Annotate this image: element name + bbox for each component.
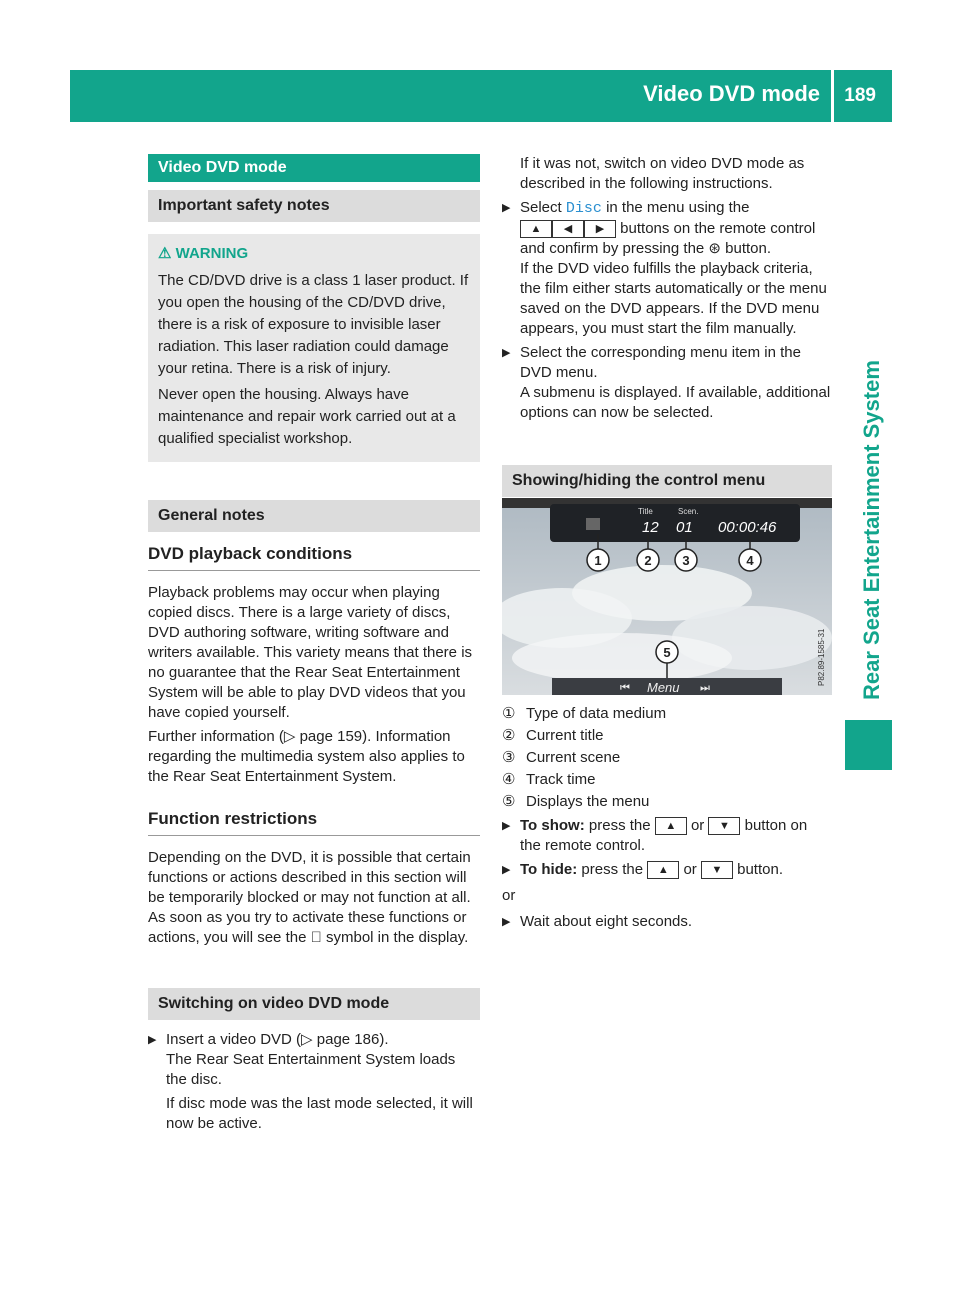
step-text-post: in the menu using the — [606, 199, 750, 216]
title-label: Title — [638, 507, 653, 516]
left-key: ◀ — [552, 220, 584, 238]
legend-text: Current title — [526, 727, 604, 744]
callout-4: 4 — [746, 553, 754, 568]
title-value: 12 — [642, 519, 659, 536]
hide-text-2: button. — [737, 861, 783, 878]
header-title: Video DVD mode — [643, 81, 820, 106]
wait-text: Wait about eight seconds. — [520, 913, 693, 930]
up-key: ▲ — [647, 861, 679, 879]
side-tab-marker — [845, 720, 892, 770]
down-key: ▼ — [701, 861, 733, 879]
callout-3: 3 — [682, 553, 690, 568]
down-key: ▼ — [708, 817, 740, 835]
header-divider — [831, 70, 834, 122]
hide-label: To hide: — [520, 861, 578, 878]
legend-number: ⑤ — [502, 793, 516, 810]
legend-number: ④ — [502, 771, 516, 788]
warning-label: WARNING — [175, 245, 249, 262]
show-text-1: press the — [588, 817, 651, 834]
show-step — [502, 816, 832, 856]
select-menu-result: A submenu is displayed. If available, additional options can now be selected. — [520, 384, 831, 421]
warning-advice: Never open the housing. Always have maintenance and repair work carried out at a qualified specialist workshop. — [158, 386, 456, 447]
legend-number: ③ — [502, 749, 516, 766]
legend-item — [502, 704, 832, 724]
arrow-icon: ▶ — [148, 1034, 157, 1046]
hide-or: or — [683, 861, 697, 878]
dvd-playback-title: DVD playback conditions — [148, 544, 480, 571]
dvd-playback-info: Further information (▷ page 159). Information regarding the multimedia system also applies to the Rear Seat Entertainment System. — [148, 728, 465, 785]
scene-value: 01 — [676, 519, 693, 536]
or-text: or — [502, 887, 516, 904]
left-column — [148, 154, 480, 1134]
wait-step — [502, 912, 832, 932]
legend-text: Displays the menu — [526, 793, 650, 810]
legend-number: ② — [502, 727, 516, 744]
time-value: 00:00:46 — [718, 519, 777, 536]
step-result: If the DVD video fulfills the playback criteria, the film either starts automatically or the menu saved on the DVD appears. If the DVD menu appears, you must start the film manually. — [520, 260, 827, 337]
legend-list — [502, 704, 832, 812]
image-code: P82.89-1585-31 — [817, 628, 826, 686]
arrow-icon: ▶ — [502, 916, 511, 928]
legend-item — [502, 748, 832, 768]
function-restrictions-title: Function restrictions — [148, 809, 480, 836]
show-or: or — [690, 817, 705, 834]
warning-triangle-icon: ⚠ — [158, 245, 176, 262]
legend-item — [502, 726, 832, 746]
control-menu-title: Showing/hiding the control menu — [502, 465, 832, 497]
next-icon: ⏭ — [700, 682, 710, 694]
legend-item — [502, 770, 832, 790]
warning-heading — [158, 244, 472, 264]
show-text-2: button on the remote control. — [520, 817, 808, 854]
intro-text: If it was not, switch on video DVD mode as described in the following instructions. — [520, 155, 805, 192]
arrow-icon: ▶ — [502, 864, 511, 876]
step-text-pre: Select — [520, 199, 562, 216]
dvd-playback-text: Playback problems may occur when playing copied discs. There is a large variety of discs, DVD authoring software, writing software and writers available. This variety means that there is no guarantee that the Rear Seat Entertainment System will be able to play DVD videos that you have copied yourself. — [148, 584, 473, 721]
menu-label: Menu — [647, 680, 680, 695]
legend-item — [502, 792, 832, 812]
up-key: ▲ — [520, 220, 552, 238]
legend-section — [502, 704, 832, 932]
right-key: ▶ — [584, 220, 616, 238]
select-menu-step — [502, 343, 832, 423]
switching-step-result: The Rear Seat Entertainment System loads the disc. — [166, 1051, 456, 1088]
select-disc-step — [502, 198, 832, 339]
switching-step-text: Insert a video DVD (▷ page 186). — [166, 1031, 389, 1048]
arrow-icon: ▶ — [502, 820, 511, 832]
scene-label: Scen. — [678, 507, 699, 516]
arrow-icon: ▶ — [502, 347, 511, 359]
warning-box — [148, 234, 480, 462]
safety-title: Important safety notes — [148, 190, 480, 222]
switching-title: Switching on video DVD mode — [148, 988, 480, 1020]
dvd-screen-illustration — [502, 498, 832, 695]
legend-number: ① — [502, 705, 516, 722]
switching-step — [148, 1030, 480, 1134]
prev-icon: ⏮ — [620, 682, 630, 694]
switching-step-note: If disc mode was the last mode selected, it will now be active. — [166, 1095, 473, 1132]
section-title: Video DVD mode — [148, 154, 480, 182]
arrow-icon: ▶ — [502, 202, 511, 214]
side-tab-label: Rear Seat Entertainment System — [859, 360, 884, 700]
legend-text: Track time — [526, 771, 596, 788]
up-key: ▲ — [655, 817, 687, 835]
step-text-rest: buttons on the remote control and confirm by pressing the ⊛ button. — [520, 220, 816, 257]
show-label: To show: — [520, 817, 585, 834]
legend-text: Current scene — [526, 749, 621, 766]
callout-1: 1 — [594, 553, 602, 568]
general-notes-title: General notes — [148, 500, 480, 532]
hide-text-1: press the — [581, 861, 644, 878]
disc-menu-item: Disc — [565, 200, 602, 217]
header-bar — [70, 70, 892, 122]
page-number: 189 — [844, 85, 876, 106]
function-restrictions-text: Depending on the DVD, it is possible that certain functions or actions described in this section will be temporarily blocked or may not function at all. As soon as you try to activate these functions or actions, you will see the ⃠ symbol in the display. — [148, 849, 471, 946]
select-menu-text: Select the corresponding menu item in the DVD menu. — [520, 344, 801, 381]
callout-5: 5 — [663, 645, 671, 660]
right-column — [502, 154, 832, 497]
hide-step — [502, 860, 832, 880]
callout-2: 2 — [644, 553, 652, 568]
legend-text: Type of data medium — [526, 705, 667, 722]
warning-text: The CD/DVD drive is a class 1 laser product. If you open the housing of the CD/DVD drive, there is a risk of exposure to invisible laser radiation. This laser radiation could damage your retina. There is a risk of injury. — [158, 272, 469, 377]
